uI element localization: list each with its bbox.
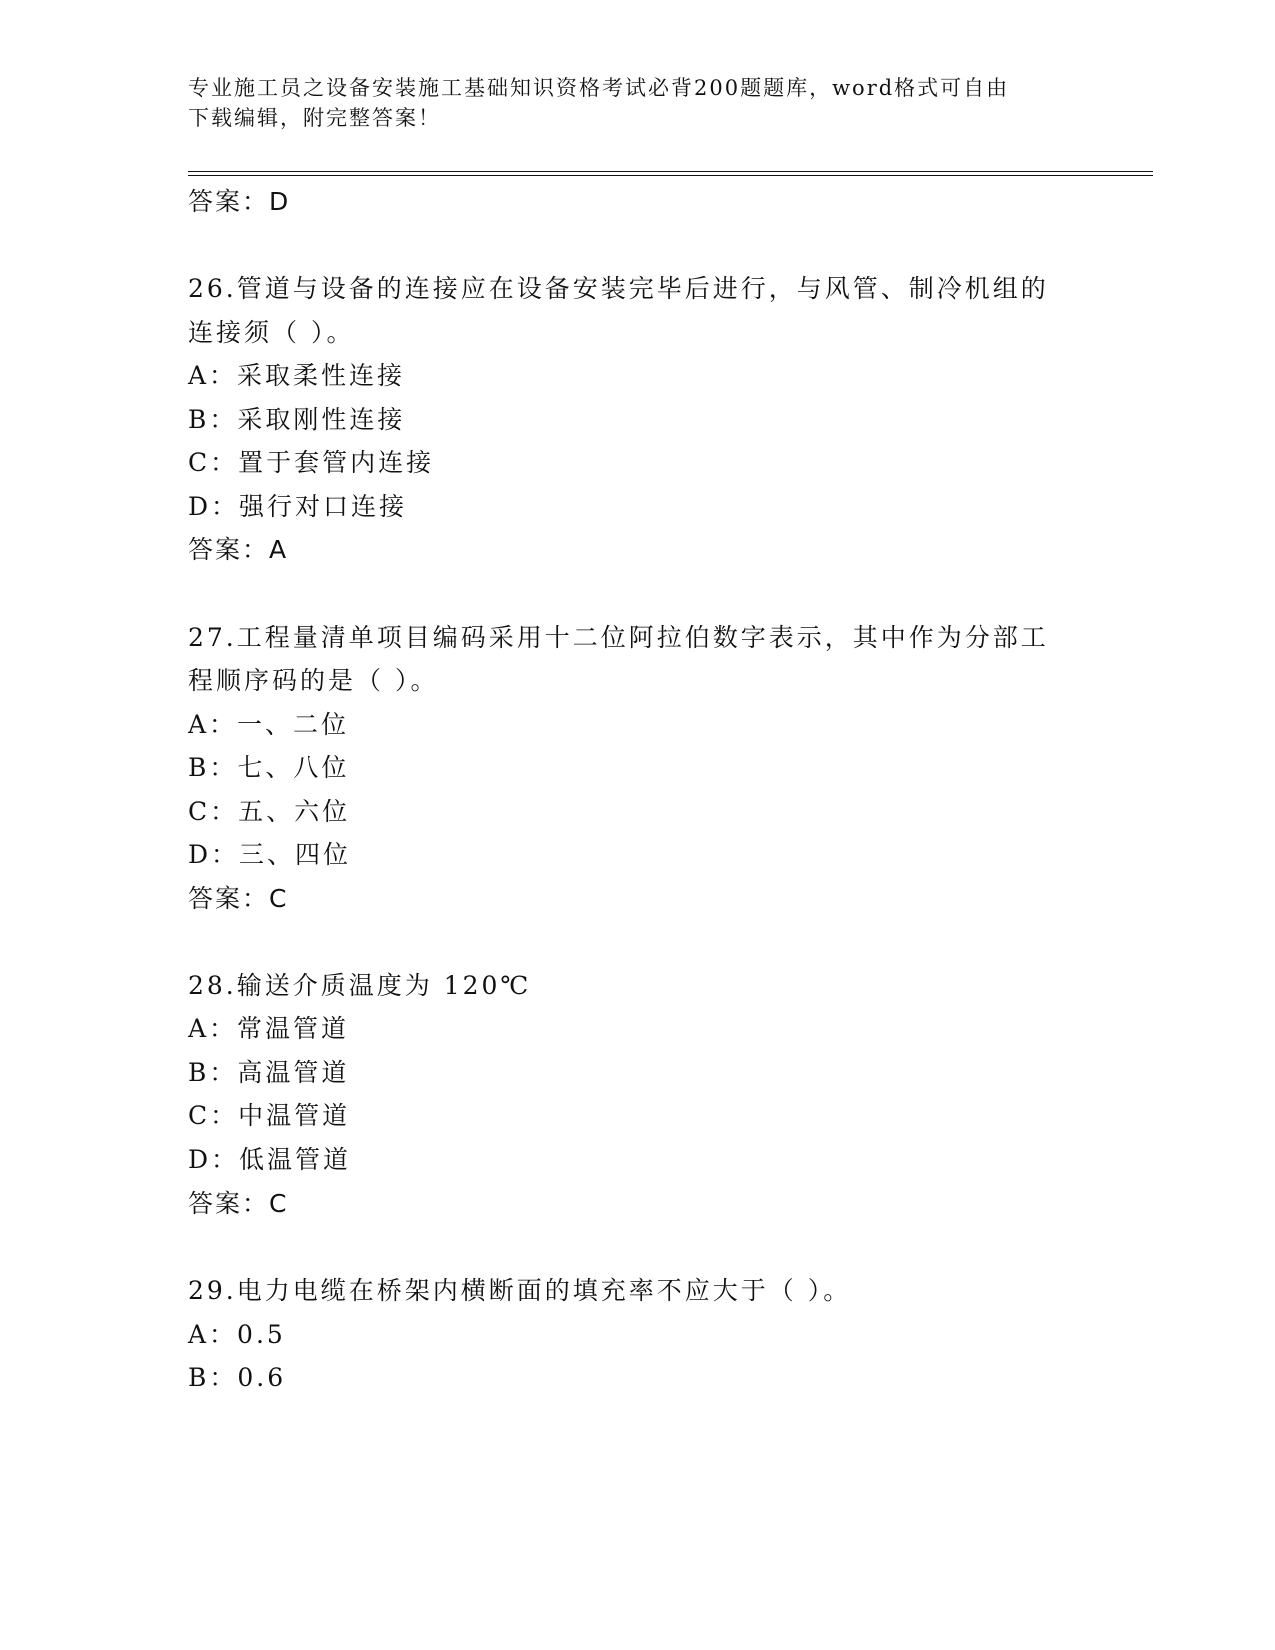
answer: 答案：A	[188, 535, 289, 564]
option-b: B：0.6	[188, 1363, 287, 1392]
option-a: A：一、二位	[188, 710, 350, 739]
option-a: A：采取柔性连接	[188, 361, 406, 390]
option-b: B：采取刚性连接	[188, 405, 406, 434]
header-title-line-2: 下载编辑，附完整答案！	[188, 106, 441, 130]
answer: 答案：C	[188, 1189, 289, 1218]
option-c: C：五、六位	[188, 797, 351, 826]
option-a: A：常温管道	[188, 1014, 350, 1043]
option-b: B：高温管道	[188, 1058, 350, 1087]
option-c: C：中温管道	[188, 1101, 351, 1130]
header-title-line-1: 专业施工员之设备安装施工基础知识资格考试必背200题题库，word格式可自由	[188, 76, 1010, 100]
option-d: D：低温管道	[188, 1145, 352, 1174]
question-stem-continued: 连接须（ ）。	[188, 318, 355, 347]
answer: 答案：C	[188, 884, 289, 913]
header-divider-top	[188, 171, 1153, 172]
previous-answer: 答案：D	[188, 187, 291, 216]
header-divider-bottom	[188, 175, 1153, 176]
option-d: D：三、四位	[188, 840, 352, 869]
option-b: B：七、八位	[188, 753, 350, 782]
question-stem-continued: 程顺序码的是（ ）。	[188, 666, 439, 695]
question-stem: 26.管道与设备的连接应在设备安装完毕后进行，与风管、制冷机组的	[188, 274, 1049, 303]
question-stem: 27.工程量清单项目编码采用十二位阿拉伯数字表示，其中作为分部工	[188, 623, 1049, 652]
question-stem: 28.输送介质温度为 120℃	[188, 971, 532, 1000]
option-d: D：强行对口连接	[188, 492, 408, 521]
question-stem: 29.电力电缆在桥架内横断面的填充率不应大于（ ）。	[188, 1276, 852, 1305]
option-c: C：置于套管内连接	[188, 448, 435, 477]
option-a: A：0.5	[188, 1320, 286, 1349]
